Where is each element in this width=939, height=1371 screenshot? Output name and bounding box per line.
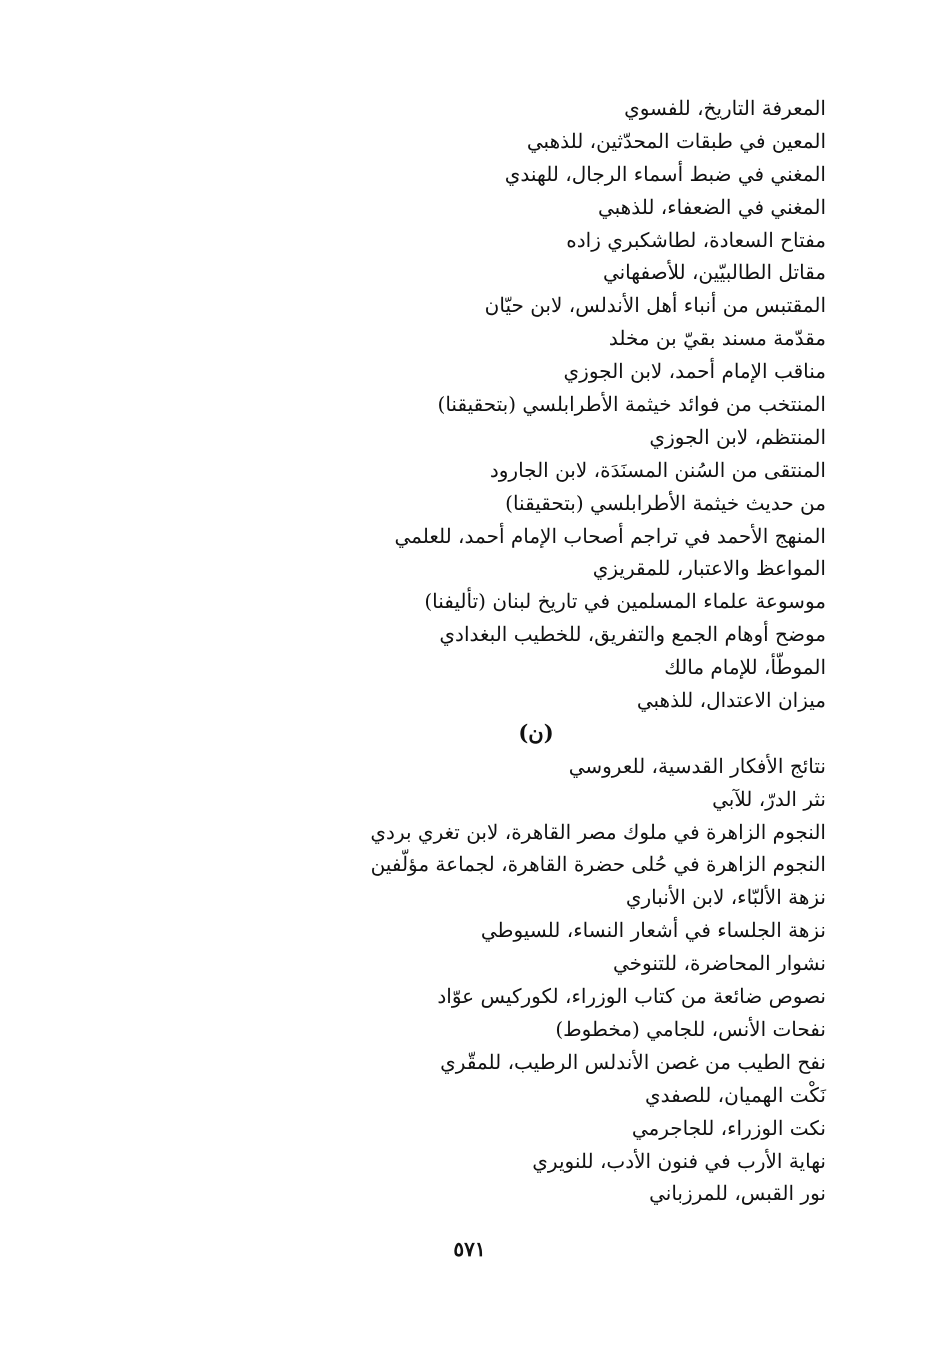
section-heading: (ن) <box>518 719 554 745</box>
bibliography-entry: مناقب الإمام أحمد، لابن الجوزي <box>563 359 826 384</box>
bibliography-entry: نتائج الأفكار القدسية، للعروسي <box>568 753 826 778</box>
bibliography-entry: المعرفة التاريخ، للفسوي <box>624 96 826 120</box>
bibliography-entry: مفتاح السعادة، لطاشكبري زاده <box>566 227 826 252</box>
bibliography-entry: المغني في الضعفاء، للذهبي <box>597 194 826 219</box>
bibliography-entry: نفحات الأنس، للجامي (مخطوط) <box>555 1016 826 1041</box>
bibliography-list <box>266 92 826 1210</box>
bibliography-entry: موسوعة علماء المسلمين في تاريخ لبنان (تأليفنا) <box>424 589 826 614</box>
bibliography-entry: المنتقى من السُنن المسنَدَة، لابن الجارود <box>489 457 826 482</box>
bibliography-entry: المقتبس من أنباء أهل الأندلس، لابن حيّان <box>484 293 826 318</box>
bibliography-entry: نزهة الجلساء في أشعار النساء، للسيوطي <box>480 918 826 943</box>
bibliography-entry: المواعظ والاعتبار، للمقريزي <box>592 556 826 581</box>
bibliography-entry: المنتظم، لابن الجوزي <box>649 424 826 449</box>
bibliography-entry: نور القبس، للمرزباني <box>649 1181 826 1206</box>
bibliography-entry: المغني في ضبط أسماء الرجال، للهندي <box>504 161 826 186</box>
bibliography-entry: النجوم الزاهرة في حُلى حضرة القاهرة، لجماعة مؤلّفين <box>370 852 826 877</box>
bibliography-entry: نثر الدرّ، للآبي <box>712 786 826 811</box>
bibliography-entry: ميزان الاعتدال، للذهبي <box>636 688 826 713</box>
bibliography-entry: مقاتل الطالبيّين، للأصفهاني <box>602 260 826 285</box>
bibliography-entry: من حديث خيثمة الأطرابلسي (بتحقيقنا) <box>505 490 826 515</box>
bibliography-entry: المعين في طبقات المحدّثين، للذهبي <box>526 128 826 153</box>
bibliography-entry: نكت الوزراء، للجاجرمي <box>631 1115 826 1140</box>
bibliography-entry: نَكْت الهميان، للصفدي <box>645 1082 826 1107</box>
page-number: ٥٧١ <box>453 1237 486 1261</box>
bibliography-entry: موضح أوهام الجمع والتفريق، للخطيب البغدادي <box>439 622 826 647</box>
bibliography-entry: نصوص ضائعة من كتاب الوزراء، لكوركيس عوّاد <box>437 984 826 1009</box>
bibliography-entry: نزهة الألبّاء، لابن الأنباري <box>625 885 826 910</box>
bibliography-entry: نشوار المحاضرة، للتنوخي <box>613 951 826 976</box>
bibliography-entry: نهاية الأرب في فنون الأدب، للنويري <box>532 1148 826 1173</box>
bibliography-entry: المنتخب من فوائد خيثمة الأطرابلسي (بتحقيقنا) <box>437 392 826 417</box>
bibliography-entry: مقدّمة مسند بقيّ بن مخلد <box>608 326 826 351</box>
bibliography-entry: الموطّأ، للإمام مالك <box>664 655 826 680</box>
bibliography-entry: نفح الطيب من غصن الأندلس الرطيب، للمقّري <box>440 1049 826 1074</box>
bibliography-entry: المنهج الأحمد في تراجم أصحاب الإمام أحمد، للعلمي <box>394 523 826 548</box>
bibliography-entry: النجوم الزاهرة في ملوك مصر القاهرة، لابن تغري بردي <box>370 819 826 844</box>
